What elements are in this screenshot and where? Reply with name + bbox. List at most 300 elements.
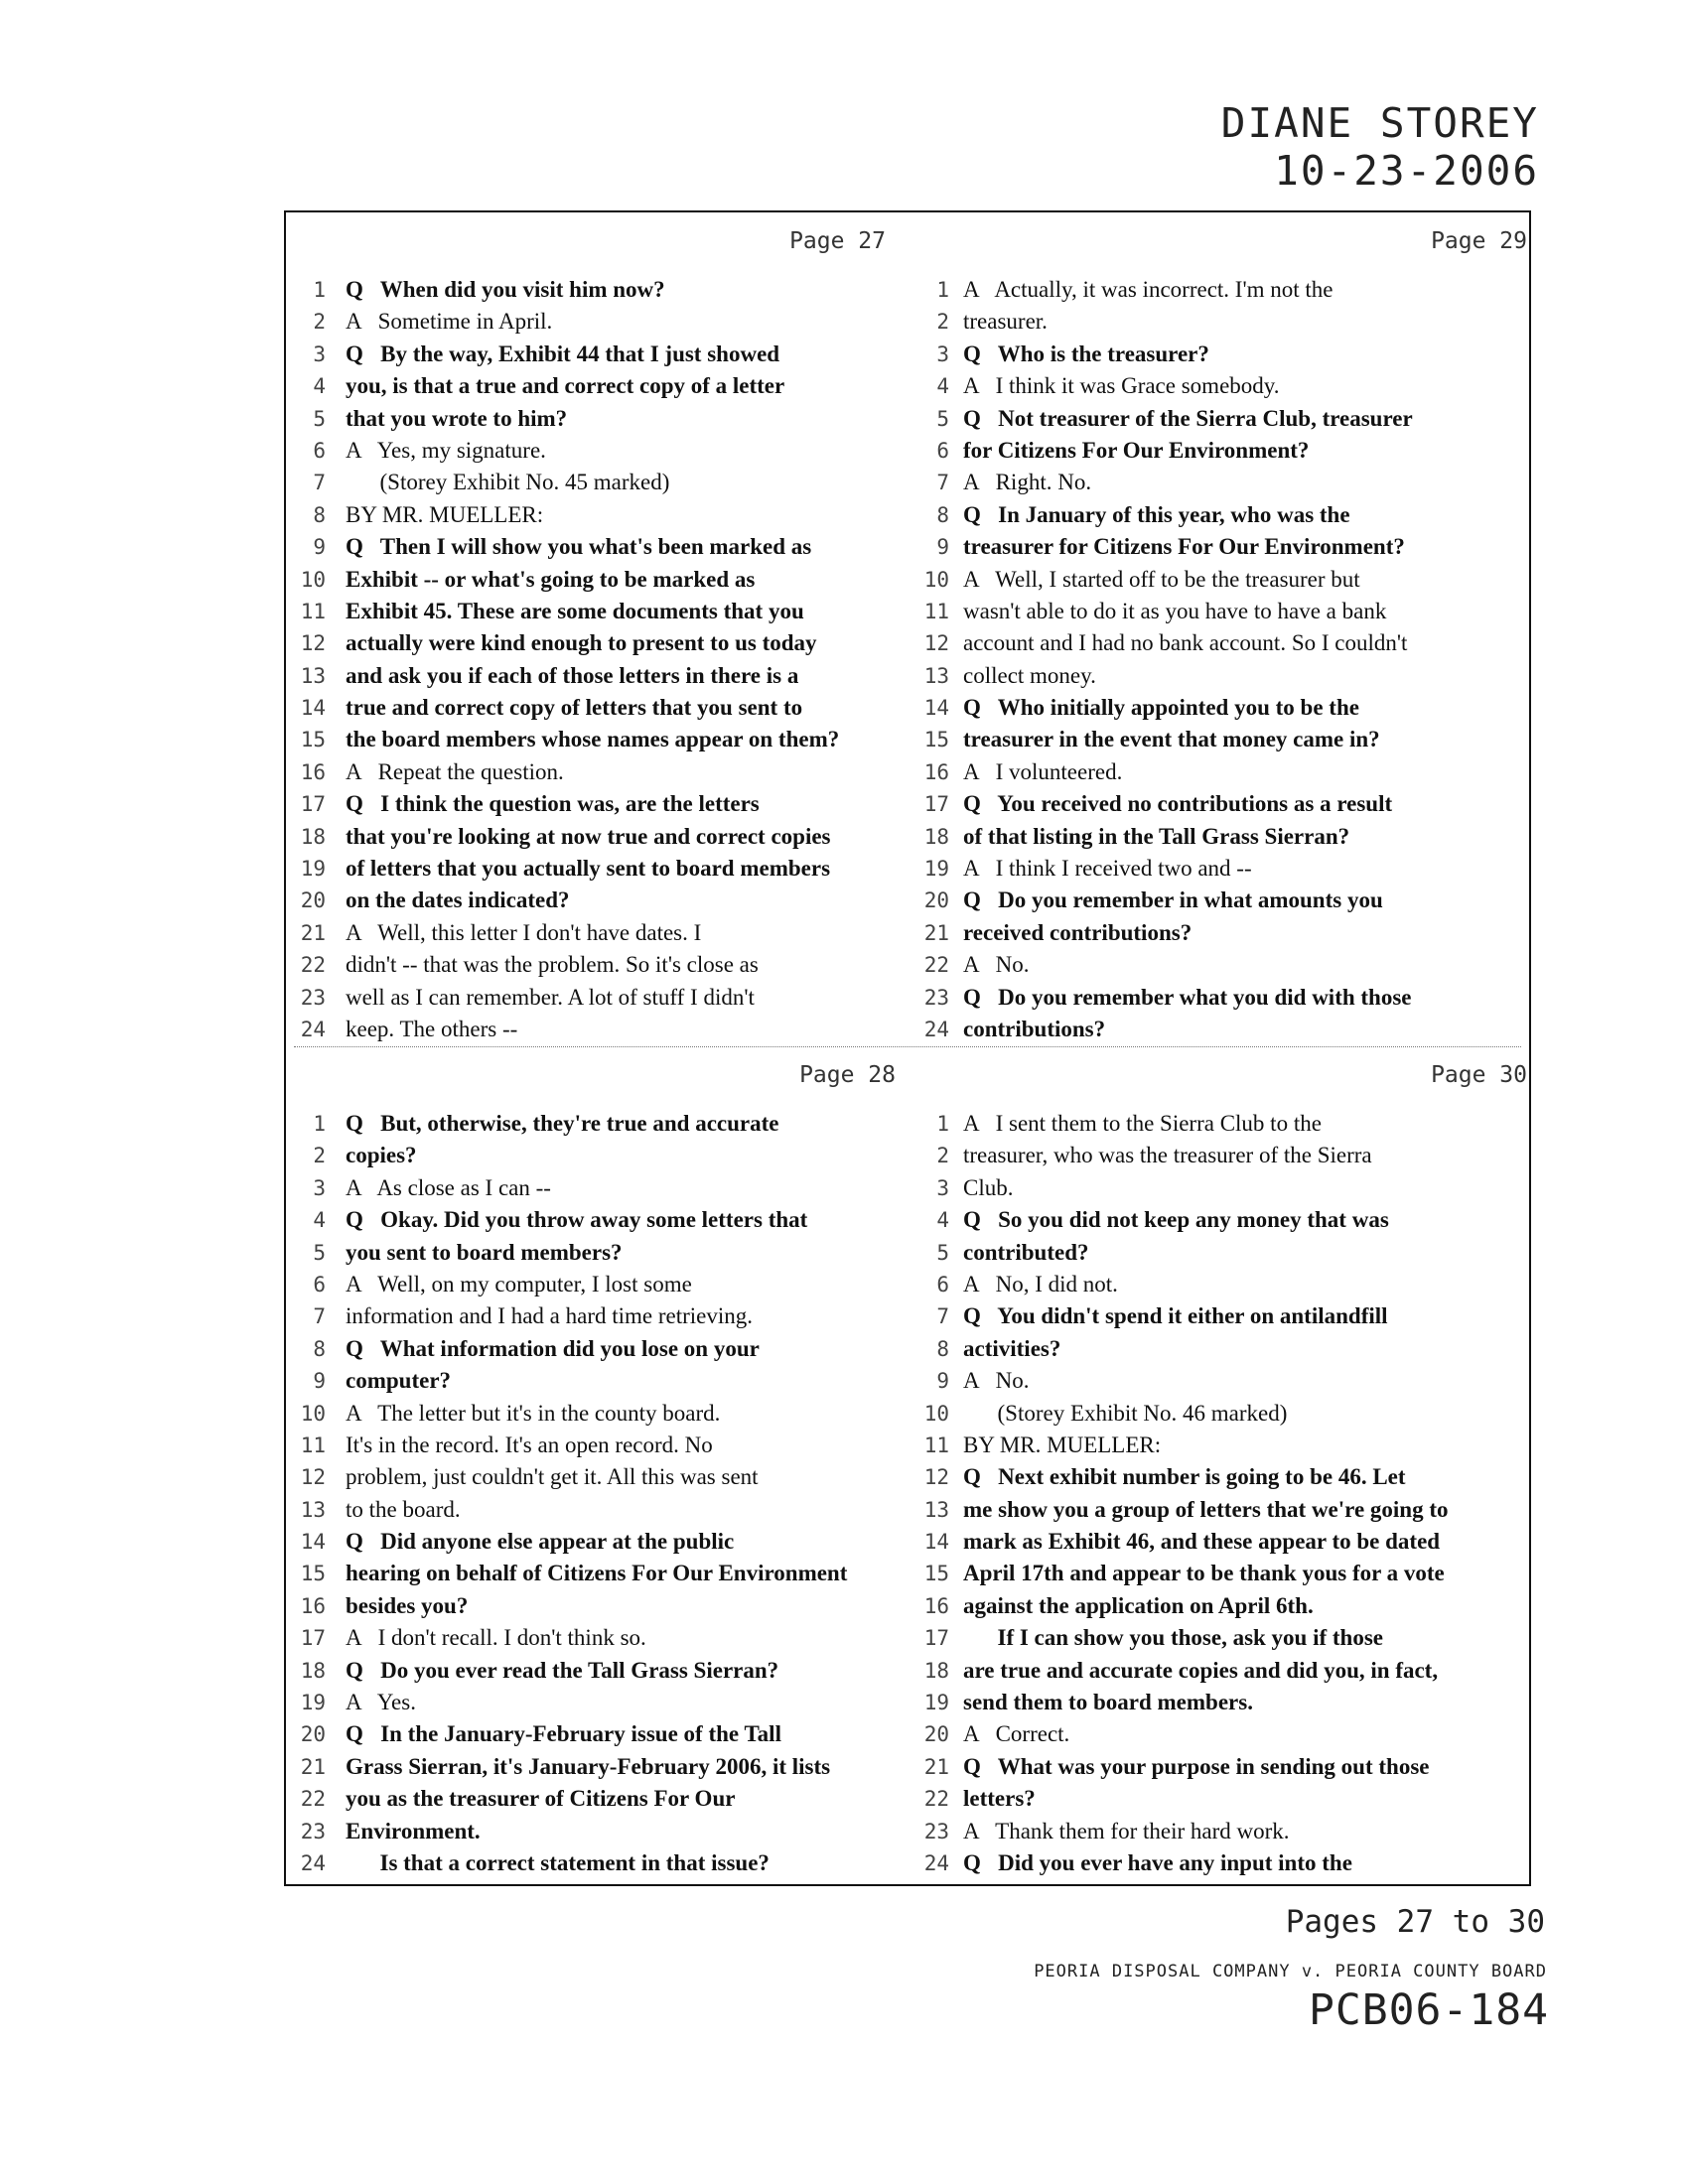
line-number: 2 [936,310,949,335]
line-number: 10 [923,567,949,592]
line-text: Q Do you remember what you did with those [963,984,1412,1010]
line-number: 15 [300,728,326,752]
line-number: 13 [300,663,326,688]
line-number: 23 [923,1819,949,1843]
line-number: 8 [313,1336,326,1361]
line-number: 1 [313,1112,326,1136]
transcript-line [917,1333,1533,1365]
transcript-line [917,1300,1533,1332]
line-number: 6 [936,438,949,463]
transcript-line [286,1300,902,1332]
line-number: 17 [300,792,326,817]
line-text: mark as Exhibit 46, and these appear to be dated [963,1529,1441,1555]
line-text: A No, I did not. [963,1271,1118,1297]
transcript-line [917,853,1533,885]
line-text: wasn't able to do it as you have to have a bank [963,598,1387,623]
line-number: 17 [923,792,949,817]
line-text: Q So you did not keep any money that was [963,1207,1389,1233]
transcript-line [917,1461,1533,1493]
line-text: Q In the January-February issue of the Tall [346,1721,781,1747]
line-text: computer? [346,1368,452,1394]
line-text: of letters that you actually sent to board members [346,856,831,882]
transcript-line [286,917,902,949]
line-text: A I think it was Grace somebody. [963,373,1280,399]
line-text: hearing on behalf of Citizens For Our Environment [346,1561,848,1586]
line-text: A I don't recall. I don't think so. [346,1625,646,1651]
page-range: Pages 27 to 30 [1285,1904,1545,1940]
transcript-line [917,982,1533,1014]
line-text: received contributions? [963,919,1193,945]
case-number: PCB06-184 [1309,1985,1549,2035]
line-text: Q You received no contributions as a result [963,791,1393,817]
transcript-line [917,917,1533,949]
line-number: 19 [923,1691,949,1715]
line-text: Q I think the question was, are the letters [346,791,760,817]
transcript-line [286,885,902,916]
transcript-line [286,724,902,755]
transcript-line [286,499,902,531]
line-number: 7 [313,1304,326,1329]
line-text: well as I can remember. A lot of stuff I didn't [346,984,755,1010]
line-number: 19 [300,857,326,882]
line-text: A No. [963,952,1030,978]
line-number: 7 [936,1304,949,1329]
transcript-line [917,660,1533,692]
line-text: Q Who is the treasurer? [963,341,1209,366]
transcript-lines [286,274,902,1045]
line-number: 6 [936,1272,949,1297]
transcript-line [286,1269,902,1300]
transcript-line [917,788,1533,820]
transcript-line [917,1108,1533,1140]
line-text: (Storey Exhibit No. 45 marked) [346,470,670,495]
transcript-line [917,821,1533,853]
line-number: 23 [923,985,949,1010]
case-caption: PEORIA DISPOSAL COMPANY v. PEORIA COUNTY BOARD [1034,1962,1547,1981]
line-text: April 17th and appear to be thank yous for a vote [963,1561,1445,1586]
transcript-line [286,1687,902,1718]
line-text: Q Then I will show you what's been marked as [346,534,812,560]
line-number: 9 [313,535,326,560]
transcript-line [286,564,902,596]
line-number: 14 [923,1530,949,1555]
line-text: true and correct copy of letters that you sent to [346,695,803,721]
line-text: Q By the way, Exhibit 44 that I just showed [346,341,780,366]
line-number: 8 [936,1336,949,1361]
line-number: 20 [923,888,949,913]
transcript-line [286,467,902,498]
line-number: 21 [300,1754,326,1779]
line-number: 20 [300,888,326,913]
line-text: A Sometime in April. [346,309,553,335]
line-text: actually were kind enough to present to us today [346,630,817,656]
line-text: and ask you if each of those letters in there is a [346,662,799,688]
transcript-line [917,1590,1533,1622]
transcript-line [917,1847,1533,1879]
line-text: A Thank them for their hard work. [963,1818,1290,1843]
line-number: 19 [923,857,949,882]
line-number: 16 [923,1593,949,1618]
line-number: 17 [923,1626,949,1651]
line-text: A The letter but it's in the county board. [346,1400,721,1426]
transcript-line [917,692,1533,724]
line-text: A Well, I started off to be the treasurer but [963,566,1360,592]
line-text: contributed? [963,1239,1089,1265]
line-number: 5 [313,406,326,431]
line-text: Is that a correct statement in that issue? [346,1849,770,1875]
line-number: 4 [936,374,949,399]
transcript-line [917,564,1533,596]
transcript-line [286,370,902,402]
line-text: Q What information did you lose on your [346,1335,760,1361]
transcript-line [286,627,902,659]
line-text: A Right. No. [963,470,1092,495]
transcript-line [917,1558,1533,1589]
transcript-line [286,1718,902,1750]
transcript-line [286,756,902,788]
line-number: 9 [936,1369,949,1394]
line-number: 24 [923,1850,949,1875]
transcript-line [917,756,1533,788]
line-text: Q Next exhibit number is going to be 46. Let [963,1464,1406,1490]
line-text: didn't -- that was the problem. So it's close as [346,952,759,978]
line-text: A Correct. [963,1721,1070,1747]
transcript-line [286,660,902,692]
page-divider [294,1046,1521,1047]
line-text: you, is that a true and correct copy of a letter [346,373,785,399]
line-number: 11 [923,599,949,623]
line-text: you sent to board members? [346,1239,623,1265]
line-text: treasurer for Citizens For Our Environment? [963,534,1405,560]
line-number: 22 [923,953,949,978]
transcript-line [917,1816,1533,1847]
line-number: 16 [300,759,326,784]
transcript-lines [917,1108,1533,1879]
transcript-line [286,1494,902,1526]
transcript-line [286,1398,902,1430]
line-number: 21 [923,1754,949,1779]
line-number: 16 [923,759,949,784]
line-number: 13 [923,1497,949,1522]
line-text: A I sent them to the Sierra Club to the [963,1111,1322,1136]
line-text: A Well, this letter I don't have dates. I [346,919,702,945]
line-number: 3 [936,341,949,366]
line-text: Exhibit 45. These are some documents that you [346,598,804,623]
transcript-line [286,274,902,306]
line-text: copies? [346,1143,417,1168]
line-number: 5 [936,1240,949,1265]
line-text: Q Do you remember in what amounts you [963,887,1383,913]
line-number: 11 [300,599,326,623]
transcript-line [286,1655,902,1687]
line-number: 18 [923,1658,949,1683]
transcript-line [286,1204,902,1236]
line-text: BY MR. MUELLER: [346,501,544,527]
line-text: Q But, otherwise, they're true and accurate [346,1111,779,1136]
line-number: 5 [313,1240,326,1265]
transcript-line [917,531,1533,563]
transcript-line [286,692,902,724]
line-text: Q Not treasurer of the Sierra Club, treasurer [963,405,1413,431]
line-number: 12 [923,1465,949,1490]
line-number: 23 [300,1819,326,1843]
line-number: 8 [313,502,326,527]
line-text: Grass Sierran, it's January-February 2006, it lists [346,1753,831,1779]
line-text: Exhibit -- or what's going to be marked as [346,566,756,592]
line-number: 10 [300,1401,326,1426]
transcript-line [286,435,902,467]
line-text: Q What was your purpose in sending out those [963,1753,1430,1779]
transcript-line [286,1365,902,1397]
line-number: 19 [300,1691,326,1715]
transcript-line [917,885,1533,916]
line-number: 18 [923,824,949,849]
transcript-line [286,1237,902,1269]
transcript-line [286,1430,902,1461]
line-text: A No. [963,1368,1030,1394]
line-number: 8 [936,502,949,527]
deposition-date: 10-23-2006 [1274,147,1539,195]
line-number: 21 [923,920,949,945]
transcript-line [286,821,902,853]
transcript-line [286,1526,902,1558]
line-number: 4 [313,1208,326,1233]
transcript-line [286,1590,902,1622]
line-text: Q Did anyone else appear at the public [346,1529,735,1555]
transcript-line [917,1365,1533,1397]
transcript-line [917,403,1533,435]
transcript-line [286,1333,902,1365]
line-text: that you wrote to him? [346,405,568,431]
line-number: 15 [923,728,949,752]
line-number: 14 [300,696,326,721]
transcript-line [286,1461,902,1493]
line-text: A As close as I can -- [346,1174,551,1200]
line-number: 14 [923,696,949,721]
line-number: 1 [936,278,949,302]
line-text: treasurer. [963,309,1048,335]
transcript-line [917,467,1533,498]
transcript-lines [917,274,1533,1045]
transcript-line [286,1108,902,1140]
line-number: 2 [313,1144,326,1168]
line-number: 7 [313,471,326,495]
line-number: 6 [313,1272,326,1297]
transcript-line [917,1783,1533,1815]
transcript-line [917,1718,1533,1750]
deponent-name: DIANE STOREY [1220,99,1539,147]
line-text: Q When did you visit him now? [346,277,665,302]
line-number: 13 [923,663,949,688]
line-text: A Actually, it was incorrect. I'm not the [963,277,1333,302]
line-text: A Well, on my computer, I lost some [346,1271,692,1297]
line-text: Q Did you ever have any input into the [963,1849,1352,1875]
line-text: Q Do you ever read the Tall Grass Sierran? [346,1657,779,1683]
transcript-line [917,1751,1533,1783]
line-number: 1 [936,1112,949,1136]
transcript-line [917,1140,1533,1171]
line-text: are true and accurate copies and did you, in fact, [963,1657,1439,1683]
line-number: 15 [923,1562,949,1586]
line-text: account and I had no bank account. So I couldn't [963,630,1408,656]
line-text: contributions? [963,1016,1106,1041]
line-number: 24 [923,1017,949,1041]
line-number: 12 [300,1465,326,1490]
transcript-line [286,403,902,435]
transcript-line [286,1751,902,1783]
transcript-line [917,1204,1533,1236]
line-text: A Yes, my signature. [346,437,546,463]
transcript-line [286,1783,902,1815]
transcript-line [917,949,1533,981]
transcript-frame [284,210,1531,1886]
transcript-line [917,724,1533,755]
transcript-line [917,627,1533,659]
line-number: 12 [923,631,949,656]
transcript-line [917,1526,1533,1558]
line-number: 3 [313,341,326,366]
line-number: 18 [300,824,326,849]
transcript-line [286,1014,902,1045]
line-number: 17 [300,1626,326,1651]
line-number: 10 [300,567,326,592]
line-number: 12 [300,631,326,656]
transcript-line [286,788,902,820]
line-number: 23 [300,985,326,1010]
line-number: 14 [300,1530,326,1555]
transcript-lines [286,1108,902,1879]
transcript-line [286,339,902,370]
line-text: besides you? [346,1592,469,1618]
line-number: 1 [313,278,326,302]
line-text: A I think I received two and -- [963,856,1252,882]
transcript-line [917,1622,1533,1654]
line-number: 6 [313,438,326,463]
transcript-line [917,1655,1533,1687]
line-number: 13 [300,1497,326,1522]
transcript-line [917,1172,1533,1204]
line-text: treasurer, who was the treasurer of the Sierra [963,1143,1372,1168]
line-text: keep. The others -- [346,1016,518,1041]
line-text: to the board. [346,1496,461,1522]
line-number: 22 [923,1787,949,1812]
transcript-line [917,274,1533,306]
line-text: If I can show you those, ask you if those [963,1625,1384,1651]
transcript-line [917,339,1533,370]
transcript-line [917,1687,1533,1718]
line-text: treasurer in the event that money came in? [963,727,1380,752]
line-number: 9 [936,535,949,560]
line-text: problem, just couldn't get it. All this was sent [346,1464,759,1490]
line-number: 7 [936,471,949,495]
line-number: 20 [923,1722,949,1747]
line-number: 3 [936,1175,949,1200]
transcript-line [917,499,1533,531]
line-text: of that listing in the Tall Grass Sierran? [963,823,1350,849]
line-number: 11 [923,1433,949,1457]
line-text: that you're looking at now true and correct copies [346,823,831,849]
line-text: letters? [963,1786,1036,1812]
line-number: 24 [300,1850,326,1875]
line-text: for Citizens For Our Environment? [963,437,1310,463]
line-number: 20 [300,1722,326,1747]
line-text: It's in the record. It's an open record. No [346,1432,713,1457]
transcript-line [286,1622,902,1654]
transcript-line [917,435,1533,467]
line-text: collect money. [963,662,1096,688]
page-title: Page 28 [799,1062,896,1088]
line-text: the board members whose names appear on them? [346,727,840,752]
transcript-line [917,1398,1533,1430]
line-text: against the application on April 6th. [963,1592,1314,1618]
line-number: 24 [300,1017,326,1041]
line-text: (Storey Exhibit No. 46 marked) [963,1400,1288,1426]
line-number: 2 [313,310,326,335]
line-text: A Repeat the question. [346,758,564,784]
line-number: 10 [923,1401,949,1426]
transcript-line [286,1558,902,1589]
line-number: 22 [300,953,326,978]
line-text: you as the treasurer of Citizens For Our [346,1786,736,1812]
transcript-line [917,1237,1533,1269]
transcript-line [917,306,1533,338]
line-number: 18 [300,1658,326,1683]
transcript-line [286,1172,902,1204]
line-number: 9 [313,1369,326,1394]
line-text: on the dates indicated? [346,887,570,913]
transcript-line [286,982,902,1014]
transcript-line [286,1847,902,1879]
line-number: 15 [300,1562,326,1586]
line-number: 4 [313,374,326,399]
transcript-line [286,306,902,338]
line-text: A I volunteered. [963,758,1123,784]
transcript-line [286,853,902,885]
transcript-line [917,1430,1533,1461]
line-text: information and I had a hard time retrieving. [346,1303,754,1329]
transcript-line [917,370,1533,402]
line-number: 5 [936,406,949,431]
line-text: Q In January of this year, who was the [963,501,1350,527]
transcript-line [286,596,902,627]
line-number: 3 [313,1175,326,1200]
page-title: Page 27 [789,228,886,254]
line-text: A Yes. [346,1690,416,1715]
line-text: me show you a group of letters that we're going to [963,1496,1449,1522]
transcript-line [917,1494,1533,1526]
line-text: send them to board members. [963,1690,1253,1715]
line-number: 4 [936,1208,949,1233]
line-number: 21 [300,920,326,945]
transcript-line [917,596,1533,627]
line-text: Environment. [346,1818,481,1843]
transcript-line [286,1816,902,1847]
transcript-line [286,1140,902,1171]
line-number: 16 [300,1593,326,1618]
transcript-line [917,1014,1533,1045]
transcript-line [286,531,902,563]
transcript-line [917,1269,1533,1300]
line-text: Q You didn't spend it either on antilandfill [963,1303,1388,1329]
line-text: Q Who initially appointed you to be the [963,695,1359,721]
line-text: Q Okay. Did you throw away some letters that [346,1207,808,1233]
line-number: 2 [936,1144,949,1168]
line-number: 22 [300,1787,326,1812]
line-text: Club. [963,1174,1014,1200]
page-title: Page 30 [1431,1062,1527,1088]
line-number: 11 [300,1433,326,1457]
transcript-line [286,949,902,981]
